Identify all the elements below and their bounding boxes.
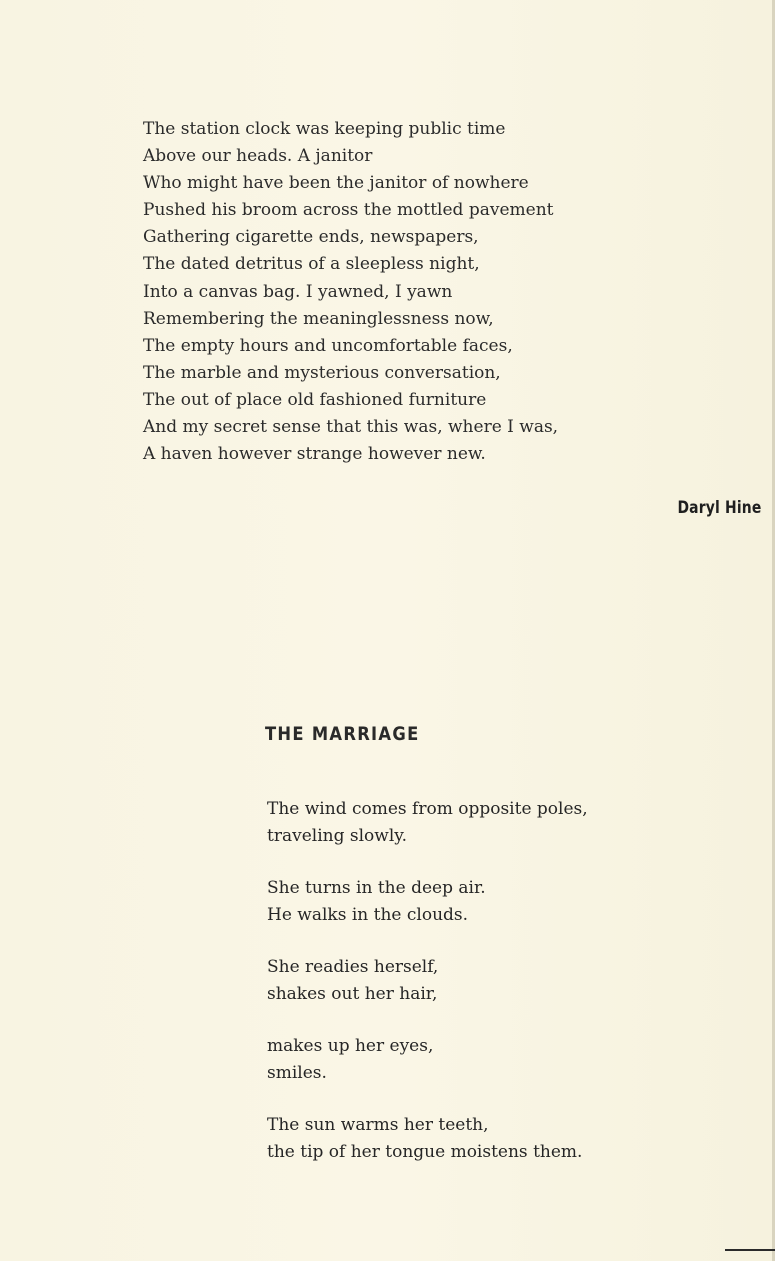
poem-line: The dated detritus of a sleepless night, [143, 254, 480, 275]
poem-line: makes up her eyes, [267, 1036, 434, 1056]
stanza [267, 875, 737, 928]
poem-line: the tip of her tongue moistens them. [267, 1141, 583, 1162]
stanza [267, 796, 737, 849]
poem-line: She readies herself, [267, 957, 439, 977]
poem-station-clock [143, 116, 703, 468]
poem-line: smiles. [267, 1062, 327, 1083]
poem-line: She turns in the deep air. [267, 878, 486, 898]
poem-line: Pushed his broom across the mottled pavement [143, 200, 554, 221]
poem-line: He walks in the clouds. [267, 904, 469, 925]
poem-line: And my secret sense that this was, where I was, [143, 417, 559, 438]
poem-line: The out of place old fashioned furniture [143, 389, 487, 410]
poem-line: The marble and mysterious conversation, [143, 362, 501, 383]
poem-line: traveling slowly. [267, 825, 408, 846]
poem-line: shakes out her hair, [267, 983, 438, 1004]
poem-the-marriage [267, 796, 737, 1191]
poem-line: The empty hours and uncomfortable faces, [143, 335, 513, 356]
poem-line: Gathering cigarette ends, newspapers, [143, 227, 479, 248]
page-edge-mark [725, 1249, 775, 1251]
poem-line: Remembering the meaninglessness now, [143, 308, 494, 329]
poem-line: Who might have been the janitor of nowhere [143, 173, 529, 194]
poem-line: The wind comes from opposite poles, [267, 799, 588, 819]
stanza [267, 954, 737, 1007]
poem-line: A haven however strange however new. [143, 444, 486, 465]
poem-line: The station clock was keeping public time [143, 119, 506, 139]
poem-author: Daryl Hine [676, 498, 761, 518]
poem-line: The sun warms her teeth, [267, 1115, 489, 1135]
stanza [267, 1033, 737, 1086]
stanza [267, 1112, 737, 1165]
poem-line: Above our heads. A janitor [143, 146, 373, 167]
poem-title: THE MARRIAGE [265, 723, 420, 745]
poem-line: Into a canvas bag. I yawned, I yawn [143, 281, 453, 302]
